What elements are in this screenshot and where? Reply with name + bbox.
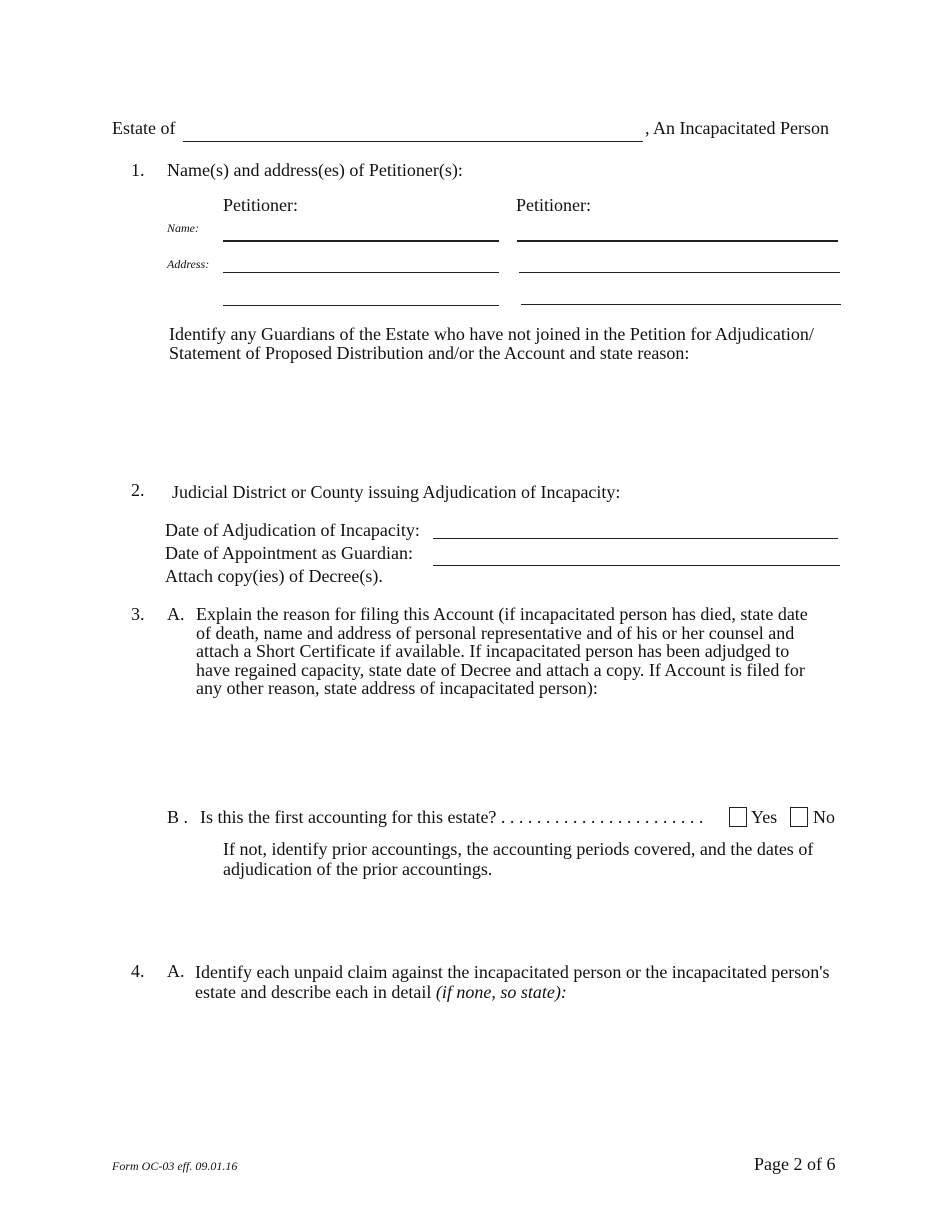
petitioner-left-address-field-2[interactable]	[223, 305, 499, 306]
section-4a-line2-text: estate and describe each in detail	[195, 982, 436, 1002]
date-adjudication-label: Date of Adjudication of Incapacity:	[165, 520, 420, 540]
estate-of-label: Estate of	[112, 118, 176, 138]
section-3a-line: Explain the reason for filing this Account (if incapacitated person has died, state date	[196, 604, 808, 624]
form-id: Form OC-03 eff. 09.01.16	[112, 1159, 238, 1173]
name-label: Name:	[167, 221, 199, 235]
prior-accountings-line: If not, identify prior accountings, the accounting periods covered, and the dates of	[223, 839, 814, 859]
estate-name-field[interactable]	[183, 141, 643, 142]
section-1-title: Name(s) and address(es) of Petitioner(s):	[167, 160, 463, 180]
section-1-number: 1.	[131, 160, 145, 180]
section-4a-line: Identify each unpaid claim against the incapacitated person or the incapacitated person's	[195, 962, 830, 982]
section-3a-line: have regained capacity, state date of Decree and attach a copy. If Account is filed for	[196, 659, 805, 680]
yes-label: Yes	[751, 807, 778, 827]
yes-checkbox[interactable]	[729, 807, 747, 827]
section-2-title: Judicial District or County issuing Adjudication of Incapacity:	[172, 482, 621, 502]
address-label: Address:	[167, 257, 210, 271]
section-3a-line: of death, name and address of personal representative and of his or her counsel and	[196, 622, 795, 643]
petitioner-right-address-field-2[interactable]	[521, 304, 841, 305]
incapacitated-person-suffix: , An Incapacitated Person	[645, 118, 829, 138]
first-accounting-question: Is this the first accounting for this estate? . . . . . . . . . . . . . . . . . . . . . . .	[200, 807, 704, 827]
section-4a-instructions	[195, 962, 829, 1002]
prior-accountings-line: adjudication of the prior accountings.	[223, 859, 493, 879]
section-2-number: 2.	[131, 480, 145, 500]
guardians-instructions-line: Identify any Guardians of the Estate who have not joined in the Petition for Adjudication/	[169, 324, 814, 344]
petitioner-left-address-field-1[interactable]	[223, 272, 499, 273]
page-number: Page 2 of 6	[754, 1154, 836, 1174]
prior-accountings-instructions	[223, 839, 813, 879]
date-appointment-field[interactable]	[433, 565, 840, 566]
petitioner-right-label: Petitioner:	[516, 195, 591, 215]
attach-decree-note: Attach copy(ies) of Decree(s).	[165, 566, 383, 586]
section-4a-letter: A.	[167, 961, 185, 981]
section-4a-line2-italic: (if none, so state):	[435, 982, 567, 1002]
date-adjudication-field[interactable]	[433, 538, 838, 539]
no-checkbox[interactable]	[790, 807, 808, 827]
section-4a-line	[195, 982, 829, 1002]
section-4-number: 4.	[131, 961, 145, 981]
date-appointment-label: Date of Appointment as Guardian:	[165, 543, 413, 563]
section-3a-line: any other reason, state address of incapacitated person):	[196, 678, 598, 698]
petitioner-left-label: Petitioner:	[223, 195, 298, 215]
section-3b-letter: B .	[167, 807, 189, 827]
section-3-number: 3.	[131, 604, 145, 624]
section-3a-line: attach a Short Certificate if available. If incapacitated person has been adjudged to	[196, 641, 790, 661]
section-3a-letter: A.	[167, 604, 185, 624]
guardians-instructions-line: Statement of Proposed Distribution and/or the Account and state reason:	[169, 342, 690, 363]
petitioner-left-name-field[interactable]	[223, 240, 499, 242]
no-label: No	[813, 807, 835, 827]
guardians-instructions	[169, 325, 814, 362]
section-3a-instructions	[196, 605, 808, 698]
petitioner-right-address-field-1[interactable]	[519, 272, 840, 273]
petitioner-right-name-field[interactable]	[517, 240, 838, 242]
